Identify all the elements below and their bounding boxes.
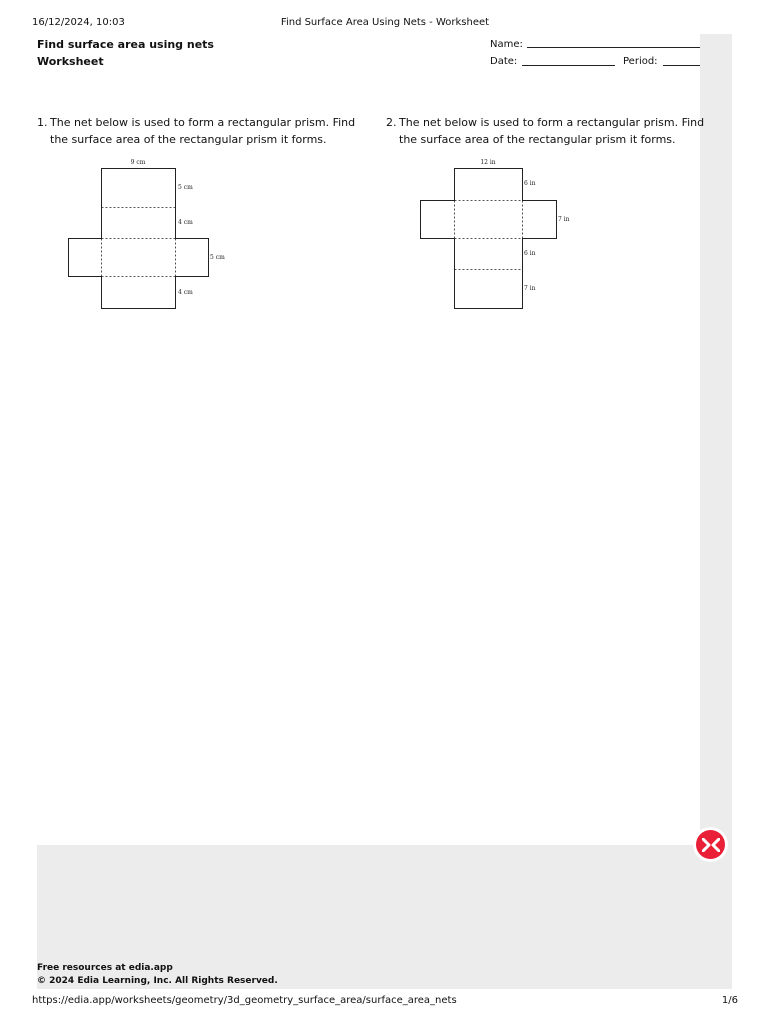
edia-x-logo-icon[interactable]	[696, 830, 725, 859]
worksheet-sheet	[37, 34, 705, 845]
print-datetime: 16/12/2024, 10:03	[32, 17, 125, 28]
print-footer	[32, 995, 738, 1009]
net-2-label-d3: 6 in	[524, 250, 536, 257]
net-2-label-top: 12 in	[480, 159, 496, 166]
footer-resources: Free resources at edia.app	[37, 963, 173, 973]
name-label: Name:	[490, 39, 523, 50]
net-2-label-d4: 7 in	[524, 285, 536, 292]
page-footer	[37, 962, 278, 988]
net-1-label-top: 9 cm	[130, 159, 146, 166]
footer-copyright: © 2024 Edia Learning, Inc. All Rights Reserved.	[37, 976, 278, 986]
page-frame	[37, 34, 732, 989]
print-doc-title: Find Surface Area Using Nets - Worksheet	[280, 17, 490, 28]
net-1-label-d2: 4 cm	[178, 219, 193, 226]
net-diagram-1	[68, 160, 248, 310]
net-1-label-side: 5 cm	[210, 254, 225, 261]
net-1-label-d1: 5 cm	[178, 184, 193, 191]
net-1-label-d4: 4 cm	[178, 289, 193, 296]
date-label: Date:	[490, 56, 518, 67]
question-2-text: The net below is used to form a rectangular prism. Find the surface area of the rectangular prism it forms.	[399, 116, 705, 146]
net-2-label-d1: 6 in	[524, 180, 536, 187]
question-1-number: 1.	[37, 116, 48, 129]
net-diagram-2	[420, 160, 600, 310]
net-2-label-side: 7 in	[558, 216, 570, 223]
period-label: Period:	[623, 56, 658, 67]
name-field[interactable]	[527, 47, 700, 48]
worksheet-title	[37, 36, 214, 70]
print-header	[32, 17, 738, 31]
date-field[interactable]	[522, 65, 615, 66]
print-page-number: 1/6	[721, 995, 738, 1006]
question-2-number: 2.	[386, 116, 397, 129]
worksheet-title-line2: Worksheet	[37, 55, 104, 68]
period-field[interactable]	[663, 65, 700, 66]
question-1-text: The net below is used to form a rectangular prism. Find the surface area of the rectangular prism it forms.	[50, 116, 356, 146]
worksheet-title-line1: Find surface area using nets	[37, 38, 214, 51]
print-url: https://edia.app/worksheets/geometry/3d_geometry_surface_area/surface_area_nets	[32, 995, 457, 1006]
